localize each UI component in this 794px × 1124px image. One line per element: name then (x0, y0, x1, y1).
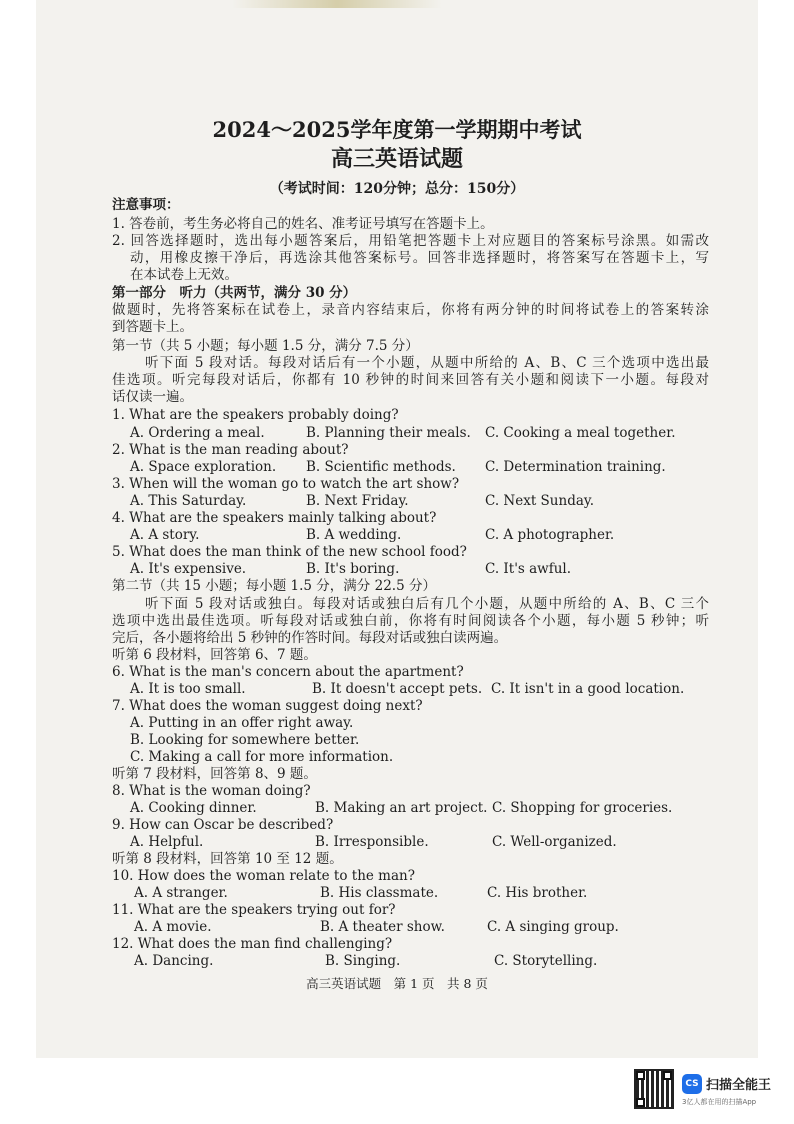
exam-title: 2024～2025学年度第一学期期中考试 (212, 117, 582, 142)
question-1-option-c: C. Cooking a meal together. (485, 425, 676, 441)
question-3-option-a: A. This Saturday. (130, 493, 247, 509)
material-6-instruction: 听第 6 段材料，回答第 6、7 题。 (112, 647, 317, 663)
notice-heading: 注意事项： (112, 197, 180, 213)
question-10-option-b: B. His classmate. (320, 885, 439, 901)
scanner-watermark (636, 1071, 786, 1111)
question-3-option-c: C. Next Sunday. (485, 493, 595, 509)
question-7-option-b: B. Looking for somewhere better. (130, 732, 360, 748)
question-5-option-b: B. It's boring. (306, 561, 400, 577)
notice-item-2-line-3: 在本试卷上无效。 (130, 267, 238, 283)
question-1-option-a: A. Ordering a meal. (130, 425, 265, 441)
part1-intro-line-1: 做题时，先将答案标在试卷上，录音内容结束后，你将有两分钟的时间将试卷上的答案转涂 (112, 302, 709, 318)
section2-intro-line-3: 完后，各小题将给出 5 秒钟的作答时间。每段对话或独白读两遍。 (112, 630, 508, 646)
question-2-option-b: B. Scientific methods. (306, 459, 456, 475)
material-7-instruction: 听第 7 段材料，回答第 8、9 题。 (112, 766, 317, 782)
exam-subtitle: 高三英语试题 (330, 146, 463, 172)
question-1-stem: 1. What are the speakers probably doing? (112, 407, 399, 423)
scanner-app-name: 扫描全能王 (706, 1078, 772, 1093)
notice-item-2-line-2: 动，用橡皮擦干净后，再选涂其他答案标号。回答非选择题时，将答案写在答题卡上，写 (130, 250, 709, 266)
question-9-option-c: C. Well-organized. (492, 834, 617, 850)
notice-item-1: 1. 答卷前，考生务必将自己的姓名、准考证号填写在答题卡上。 (112, 216, 494, 232)
question-8-option-c: C. Shopping for groceries. (492, 800, 673, 816)
question-2-stem: 2. What is the man reading about? (112, 442, 349, 458)
question-2-option-c: C. Determination training. (485, 459, 666, 475)
qr-code-icon (636, 1071, 672, 1107)
section2-intro-line-1: 听下面 5 段对话或独白。每段对话或独白后有几个小题，从题中所给的 A、B、C 三个 (145, 596, 709, 612)
question-5-option-a: A. It's expensive. (130, 561, 247, 577)
question-4-stem: 4. What are the speakers mainly talking about? (112, 510, 437, 526)
part1-heading: 第一部分 听力（共两节，满分 30 分） (112, 285, 357, 301)
section1-intro-line-3: 话仅读一遍。 (112, 389, 193, 405)
notice-item-2-line-1: 2. 回答选择题时，选出每小题答案后，用铅笔把答题卡上对应题目的答案标号涂黑。如需改 (112, 233, 709, 249)
scanner-logo-icon: CS (682, 1074, 702, 1094)
question-6-option-b: B. It doesn't accept pets. (312, 681, 483, 697)
question-7-option-a: A. Putting in an offer right away. (130, 715, 354, 731)
question-10-stem: 10. How does the woman relate to the man? (112, 868, 415, 884)
question-12-stem: 12. What does the man find challenging? (112, 936, 393, 952)
question-3-stem: 3. When will the woman go to watch the art show? (112, 476, 460, 492)
question-4-option-c: C. A photographer. (485, 527, 615, 543)
question-8-stem: 8. What is the woman doing? (112, 783, 311, 799)
question-8-option-a: A. Cooking dinner. (130, 800, 257, 816)
question-11-option-b: B. A theater show. (320, 919, 445, 935)
question-7-option-c: C. Making a call for more information. (130, 749, 394, 765)
question-2-option-a: A. Space exploration. (130, 459, 277, 475)
section1-intro-line-1: 听下面 5 段对话。每段对话后有一个小题，从题中所给的 A、B、C 三个选项中选出最 (145, 355, 709, 371)
question-12-option-b: B. Singing. (325, 953, 401, 969)
question-7-stem: 7. What does the woman suggest doing next? (112, 698, 423, 714)
section2-intro-line-2: 选项中选出最佳选项。听每段对话或独白前，你将有时间阅读各个小题，每小题 5 秒钟；听 (112, 613, 709, 629)
question-1-option-b: B. Planning their meals. (306, 425, 471, 441)
question-6-option-c: C. It isn't in a good location. (491, 681, 685, 697)
question-11-stem: 11. What are the speakers trying out for? (112, 902, 396, 918)
question-6-stem: 6. What is the man's concern about the apartment? (112, 664, 464, 680)
question-8-option-b: B. Making an art project. (315, 800, 488, 816)
question-4-option-b: B. A wedding. (306, 527, 402, 543)
page-footer: 高三英语试题 第 1 页 共 8 页 (306, 976, 488, 991)
question-12-option-c: C. Storytelling. (494, 953, 598, 969)
question-4-option-a: A. A story. (130, 527, 200, 543)
question-10-option-c: C. His brother. (487, 885, 588, 901)
question-9-option-a: A. Helpful. (130, 834, 204, 850)
question-12-option-a: A. Dancing. (134, 953, 214, 969)
section1-intro-line-2: 佳选项。听完每段对话后，你都有 10 秒钟的时间来回答有关小题和阅读下一小题。每段对 (112, 372, 709, 388)
question-5-stem: 5. What does the man think of the new school food? (112, 544, 467, 560)
question-9-option-b: B. Irresponsible. (315, 834, 429, 850)
question-5-option-c: C. It's awful. (485, 561, 572, 577)
question-3-option-b: B. Next Friday. (306, 493, 409, 509)
part1-intro-line-2: 到答题卡上。 (112, 319, 193, 335)
material-8-instruction: 听第 8 段材料，回答第 10 至 12 题。 (112, 851, 343, 867)
scanner-tagline: 3亿人都在用的扫描App (682, 1098, 757, 1106)
paper-stain (232, 0, 442, 8)
question-11-option-a: A. A movie. (134, 919, 212, 935)
question-6-option-a: A. It is too small. (130, 681, 246, 697)
section1-heading: 第一节（共 5 小题；每小题 1.5 分，满分 7.5 分） (112, 338, 419, 354)
question-9-stem: 9. How can Oscar be described? (112, 817, 334, 833)
question-11-option-c: C. A singing group. (487, 919, 619, 935)
exam-info: （考试时间：120分钟；总分：150分） (269, 181, 525, 197)
section2-heading: 第二节（共 15 小题；每小题 1.5 分，满分 22.5 分） (112, 578, 436, 594)
question-10-option-a: A. A stranger. (134, 885, 228, 901)
